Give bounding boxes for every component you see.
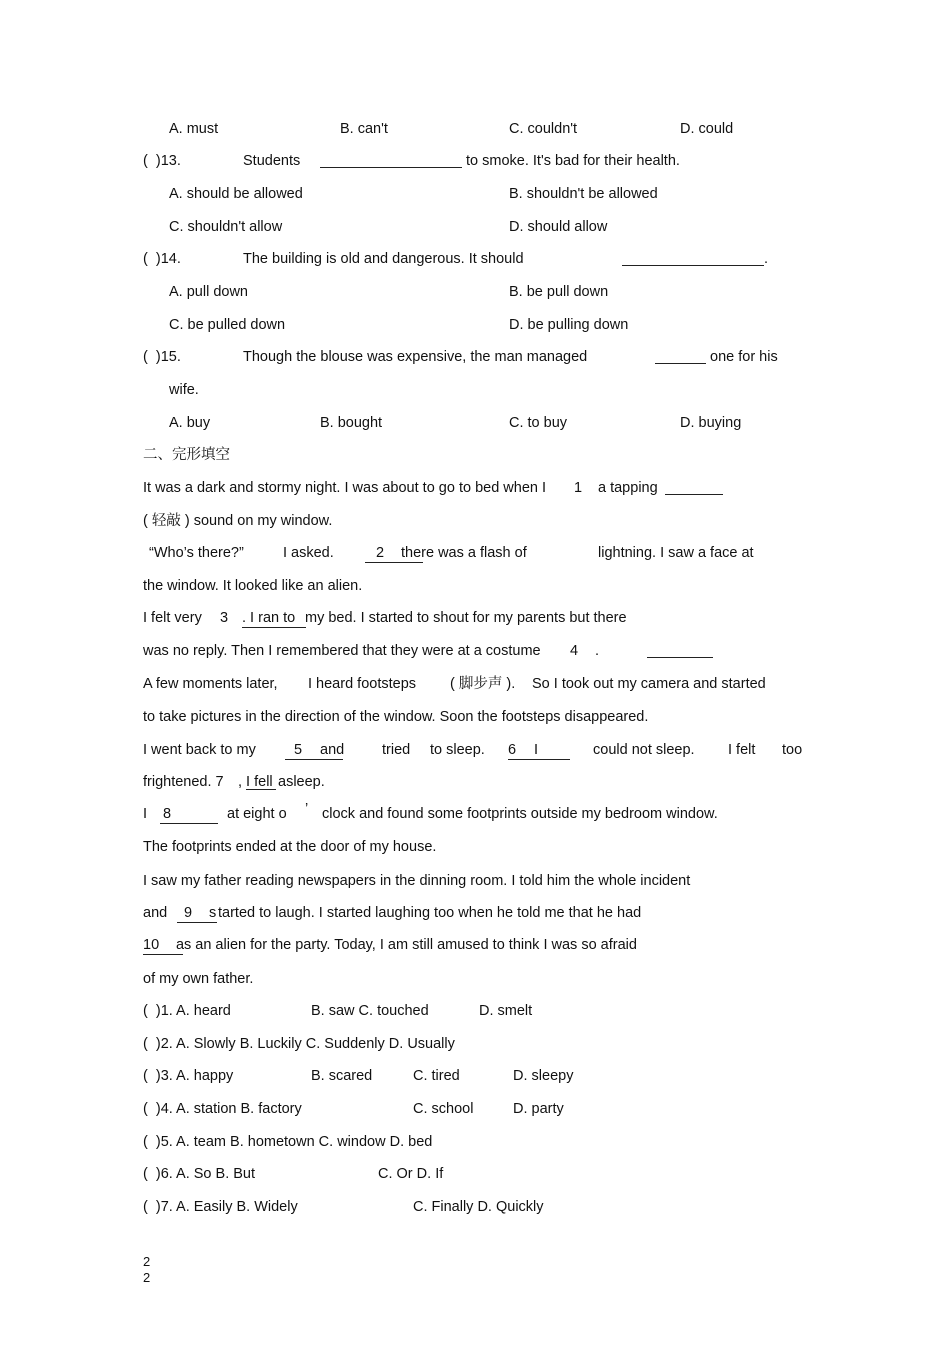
q12-option-d: D. could: [680, 121, 734, 137]
page-number: 2: [143, 1254, 151, 1269]
option-row-3-b: B. scared: [311, 1068, 373, 1084]
option-row-3-d: D. sleepy: [513, 1068, 574, 1084]
passage-line: “Who’s there?”: [149, 545, 244, 561]
page-number-repeat: 2: [143, 1270, 151, 1285]
passage-line: s: [209, 905, 217, 921]
q13-stem: Students: [243, 153, 301, 169]
blank-number: 6: [508, 741, 570, 760]
option-row-2: ( )2. A. Slowly B. Luckily C. Suddenly D. Usually: [143, 1036, 455, 1052]
blank-number: 10: [143, 936, 183, 955]
q14-period: .: [764, 251, 769, 267]
q15-option-a: A. buy: [169, 415, 211, 431]
blank-number: 4: [570, 643, 579, 659]
q12-option-a: A. must: [169, 121, 219, 137]
blank-number: 1: [574, 480, 583, 496]
passage-line: the window. It looked like an alien.: [143, 578, 363, 594]
blank-line: [665, 479, 723, 500]
q12-option-b: B. can't: [340, 121, 388, 137]
passage-line: I asked.: [283, 545, 334, 561]
passage-line: It was a dark and stormy night. I was about to go to bed when I: [143, 480, 547, 496]
blank-number: 5: [285, 741, 343, 760]
passage-line: at eight o: [227, 806, 287, 822]
passage-line: a tapping: [598, 480, 658, 496]
passage-line: A few moments later,: [143, 676, 278, 692]
option-row-1-d: D. smelt: [479, 1003, 533, 1019]
q13-option-c: C. shouldn't allow: [169, 219, 283, 235]
option-row-6-c: C. Or D. If: [378, 1166, 444, 1182]
q15-stem: Though the blouse was expensive, the man managed: [243, 349, 588, 365]
option-row-6: ( )6. A. So B. But: [143, 1166, 256, 1182]
passage-line: I: [143, 806, 148, 822]
q15-stem-end: one for his: [710, 349, 778, 365]
passage-line: to take pictures in the direction of the window. Soon the footsteps disappeared.: [143, 709, 649, 725]
passage-line: , I fell: [238, 774, 273, 790]
passage-line: ’: [305, 801, 309, 817]
q13-number: ( )13.: [143, 153, 181, 169]
blank-number: 3: [220, 610, 229, 626]
blank-line: [647, 642, 713, 663]
passage-line: s an alien for the party. Today, I am still amused to think I was so afraid: [184, 937, 637, 953]
section-heading: 二、完形填空: [143, 447, 230, 463]
passage-line: tarted to laugh. I started laughing too when he told me that he had: [218, 905, 642, 921]
passage-line: I went back to my: [143, 742, 256, 758]
passage-line: . I ran to: [242, 609, 306, 628]
q14-option-d: D. be pulling down: [509, 317, 629, 333]
passage-line: I felt very: [143, 610, 202, 626]
passage-line: lightning. I saw a face at: [598, 545, 754, 561]
q14-stem: The building is old and dangerous. It should: [243, 251, 524, 267]
passage-line: my bed. I started to shout for my parents but there: [305, 610, 627, 626]
q14-blank: [622, 250, 764, 271]
passage-line: I: [534, 742, 539, 758]
option-row-4: ( )4. A. station B. factory: [143, 1101, 302, 1117]
q15-number: ( )15.: [143, 349, 181, 365]
q15-option-d: D. buying: [680, 415, 742, 431]
passage-line: So I took out my camera and started: [532, 676, 766, 692]
passage-line: and: [320, 742, 345, 758]
passage-line: there was a flash of: [401, 545, 527, 561]
passage-line: .: [595, 643, 600, 659]
option-row-3-c: C. tired: [413, 1068, 460, 1084]
q13-blank: [320, 152, 462, 173]
q15-option-b: B. bought: [320, 415, 383, 431]
q13-option-a: A. should be allowed: [169, 186, 303, 202]
q15-blank: [655, 348, 706, 369]
passage-line: I heard footsteps: [308, 676, 417, 692]
blank-number: 8: [160, 805, 218, 824]
q14-option-c: C. be pulled down: [169, 317, 286, 333]
passage-line: The footprints ended at the door of my house.: [143, 839, 437, 855]
q15-option-c: C. to buy: [509, 415, 568, 431]
blank-number: 2: [365, 544, 423, 563]
passage-line: frightened. 7: [143, 774, 224, 790]
passage-line: asleep.: [278, 774, 325, 790]
option-row-1-b: B. saw C. touched: [311, 1003, 429, 1019]
q13-option-d: D. should allow: [509, 219, 608, 235]
option-row-3: ( )3. A. happy: [143, 1068, 234, 1084]
passage-line: a: [176, 937, 185, 953]
q14-number: ( )14.: [143, 251, 181, 267]
option-row-1: ( )1. A. heard: [143, 1003, 231, 1019]
option-row-4-d: D. party: [513, 1101, 564, 1117]
blank-number: 9: [177, 904, 217, 923]
q14-option-b: B. be pull down: [509, 284, 609, 300]
q13-option-b: B. shouldn't be allowed: [509, 186, 658, 202]
option-row-7: ( )7. A. Easily B. Widely: [143, 1199, 298, 1215]
q15-stem-cont: wife.: [169, 382, 199, 398]
blank-line: [246, 789, 276, 790]
q12-option-c: C. couldn't: [509, 121, 578, 137]
option-row-4-c: C. school: [413, 1101, 474, 1117]
passage-line: clock and found some footprints outside my bedroom window.: [322, 806, 718, 822]
option-row-7-c: C. Finally D. Quickly: [413, 1199, 544, 1215]
passage-line: I saw my father reading newspapers in the dinning room. I told him the whole incident: [143, 873, 691, 889]
passage-line: could not sleep.: [593, 742, 695, 758]
passage-line: and: [143, 905, 168, 921]
passage-line: too: [782, 742, 803, 758]
passage-line: tried: [382, 742, 411, 758]
option-row-5: ( )5. A. team B. hometown C. window D. bed: [143, 1134, 433, 1150]
passage-line: was no reply. Then I remembered that they were at a costume: [143, 643, 541, 659]
passage-line: I felt: [728, 742, 756, 758]
q13-stem-end: to smoke. It's bad for their health.: [466, 153, 680, 169]
passage-line: of my own father.: [143, 971, 254, 987]
passage-line: ( 脚步声 ).: [450, 676, 516, 692]
passage-line: ( 轻敲 ) sound on my window.: [143, 513, 333, 529]
q14-option-a: A. pull down: [169, 284, 248, 300]
passage-line: to sleep.: [430, 742, 485, 758]
